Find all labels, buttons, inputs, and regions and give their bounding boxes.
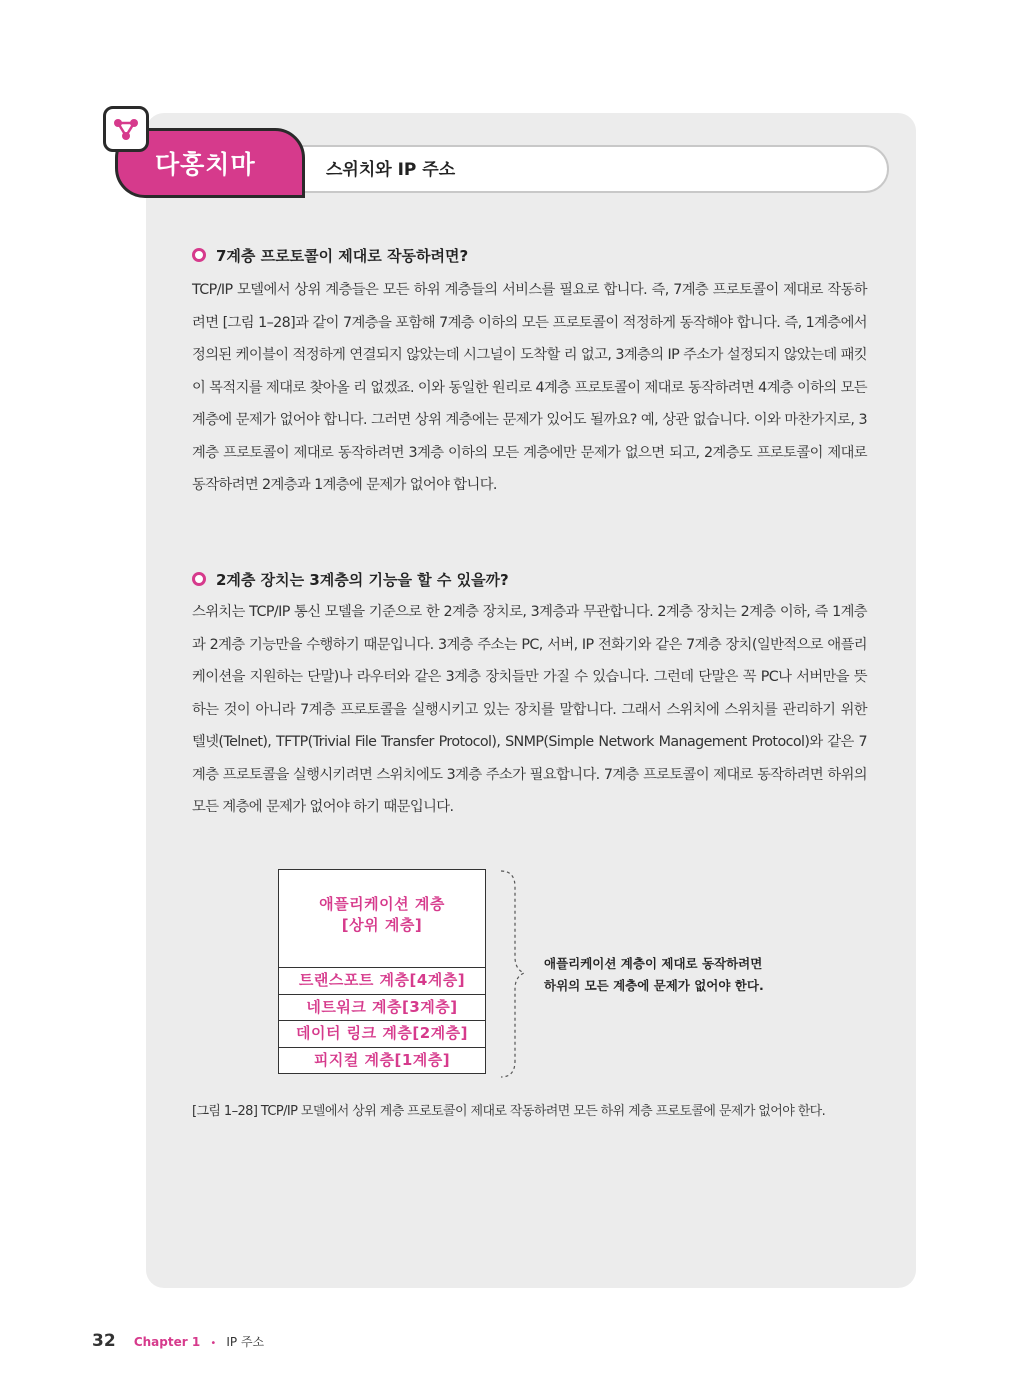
layer-physical: 피지컬 계층[1계층] xyxy=(278,1048,486,1075)
figure-note-line: 애플리케이션 계층이 제대로 동작하려면 xyxy=(544,956,763,971)
section-body-2: 스위치는 TCP/IP 통신 모델을 기준으로 한 2계층 장치로, 3계층과 무관합니다. 2계층 장치는 2계층 이하, 즉 1계층과 2계층 기능만을 수행하기 때문입니다. 3계층 주소는 PC, 서버, IP 전화기와 같은 7계층 장치(일반적으로 애플리케이션을 지원하는 단말)나 라우터와 같은 3계층 장치들만 가질 수 있습니다. 그런데 단말은 꼭 PC나 서버만을 뜻하는 것이 아니라 7계층 프로토콜을 실행시키고 있는 장치를 말합니다. 그래서 스위치에 스위치를 관리하기 위한 텔넷(Telnet), TFTP(Trivial File Transfer Protocol), SNMP(Simple Network Management Protocol)와 같은 7계층 프로토콜을 실행시키려면 스위치에도 3계층 주소가 필요합니다. 7계층 프로토콜이 제대로 동작하려면 하위의 모든 계층에 문제가 없어야 하기 때문입니다. xyxy=(192,604,867,815)
tip-tab-label: 다홍치마 xyxy=(155,150,256,179)
figure-note-line: 하위의 모든 계층에 문제가 없어야 한다. xyxy=(544,978,764,993)
page-footer xyxy=(92,1331,264,1351)
chapter-label: Chapter 1 xyxy=(133,1335,201,1349)
bullet-circle-icon xyxy=(192,572,206,586)
layer-transport: 트랜스포트 계층[4계층] xyxy=(278,968,486,995)
layer-application-sublabel: [상위 계층] xyxy=(341,915,423,934)
tip-title: 스위치와 IP 주소 xyxy=(326,160,456,180)
layer-datalink: 데이터 링크 계층[2계층] xyxy=(278,1021,486,1048)
figure-note xyxy=(544,953,764,997)
section-label: IP 주소 xyxy=(226,1335,265,1349)
section-heading-text: 7계층 프로토콜이 제대로 작동하려면? xyxy=(216,247,469,265)
section-body-1: TCP/IP 모델에서 상위 계층들은 모든 하위 계층들의 서비스를 필요로 합니다. 즉, 7계층 프로토콜이 제대로 작동하려면 [그림 1–28]과 같이 7계층을 포함해 7계층 이하의 모든 프로토콜이 적정하게 동작해야 합니다. 즉, 1계층에서 정의된 케이블이 적정하게 연결되지 않았는데 시그널이 도착할 리 없고, 3계층의 IP 주소가 설정되지 않았는데 패킷이 목적지를 제대로 찾아올 리 없겠죠. 이와 동일한 원리로 4계층 프로토콜이 제대로 동작하려면 4계층 이하의 모든 계층에 문제가 없어야 합니다. 그러면 상위 계층에는 문제가 있어도 될까요? 예, 상관 없습니다. 이와 마찬가지로, 3계층 프로토콜이 제대로 동작하려면 3계층 이하의 모든 계층에만 문제가 없으면 되고, 2계층도 프로토콜이 제대로 동작하려면 2계층과 1계층에 문제가 없어야 합니다. xyxy=(192,282,867,493)
section-heading-2 xyxy=(192,569,509,590)
layer-application xyxy=(278,869,486,968)
network-nodes-icon xyxy=(103,106,149,152)
figure-caption: [그림 1–28] TCP/IP 모델에서 상위 계층 프로토콜이 제대로 작동하려면 모든 하위 계층 프로토콜에 문제가 없어야 한다. xyxy=(192,1104,826,1119)
layer-diagram xyxy=(278,869,486,1074)
page-number: 32 xyxy=(92,1331,116,1351)
layer-application-label: 애플리케이션 계층 xyxy=(319,894,445,913)
dashed-brace xyxy=(497,869,527,1081)
footer-bullet: • xyxy=(210,1338,217,1349)
section-heading-text: 2계층 장치는 3계층의 기능을 할 수 있을까? xyxy=(216,571,509,589)
bullet-circle-icon xyxy=(192,248,206,262)
section-heading-1 xyxy=(192,245,468,266)
layer-network: 네트워크 계층[3계층] xyxy=(278,995,486,1022)
